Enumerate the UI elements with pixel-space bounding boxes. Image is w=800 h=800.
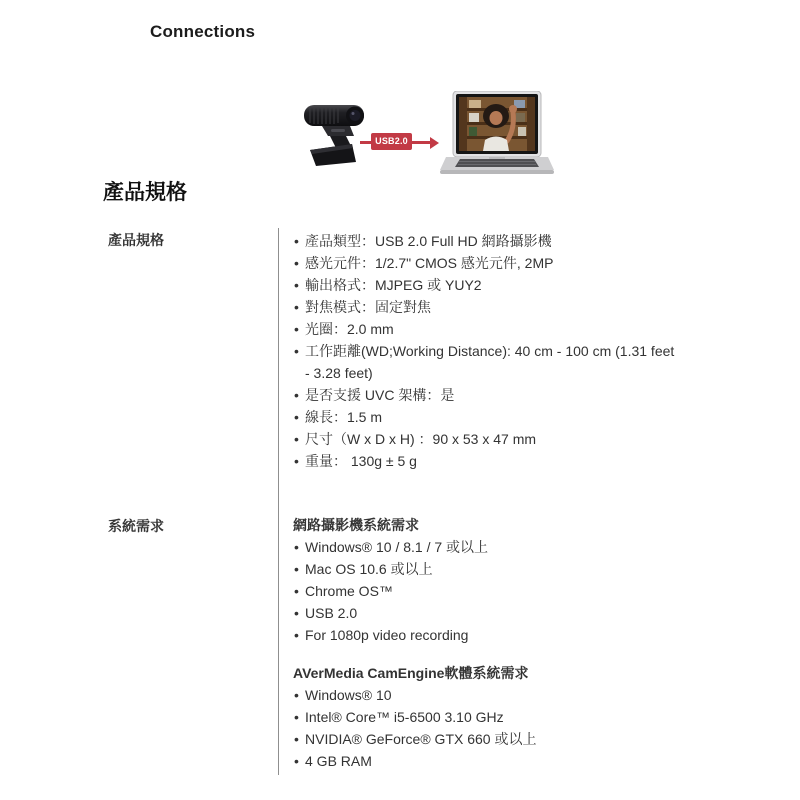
list-item: • 對焦模式：固定對焦 (293, 296, 682, 318)
camengine-requirements-group (293, 662, 682, 772)
list-item: • 4 GB RAM (293, 750, 682, 772)
connection-diagram (0, 0, 800, 200)
list-item: • Windows® 10 / 8.1 / 7 或以上 (293, 536, 682, 558)
spec-table (108, 228, 682, 775)
list-item: • 重量： 130g ± 5 g (293, 450, 682, 472)
product-spec-heading: 產品規格 (103, 181, 187, 204)
spec-row-product (108, 228, 682, 472)
row-label-product-spec: 產品規格 (108, 232, 164, 248)
webcam-requirements-heading: 網路攝影機系統需求 (293, 517, 419, 533)
list-item: • Windows® 10 (293, 684, 682, 706)
spec-row-system-requirements (108, 514, 682, 772)
list-item: • 線長：1.5 m (293, 406, 682, 428)
list-item: • 感光元件：1/2.7" CMOS 感光元件, 2MP (293, 252, 682, 274)
list-item: • USB 2.0 (293, 602, 682, 624)
list-item: • For 1080p video recording (293, 624, 682, 646)
camengine-requirements-heading: AVerMedia CamEngine軟體系統需求 (293, 665, 529, 681)
webcam-requirements-group (293, 514, 682, 646)
webcam-image (298, 100, 370, 170)
connections-heading: Connections (150, 22, 256, 41)
product-spec-list (293, 228, 682, 472)
list-item: • NVIDIA® GeForce® GTX 660 或以上 (293, 728, 682, 750)
list-item: • 輸出格式：MJPEG 或 YUY2 (293, 274, 682, 296)
laptop-image (440, 91, 554, 177)
list-item: • Mac OS 10.6 或以上 (293, 558, 682, 580)
list-item: • 尺寸（W x D x H) ：90 x 53 x 47 mm (293, 428, 682, 450)
row-label-system-requirements: 系統需求 (108, 518, 164, 534)
usb-label-badge: USB2.0 (371, 133, 412, 150)
list-item: • Intel® Core™ i5-6500 3.10 GHz (293, 706, 682, 728)
list-item: • 是否支援 UVC 架構：是 (293, 384, 682, 406)
list-item: • Chrome OS™ (293, 580, 682, 602)
list-item: • 光圈：2.0 mm (293, 318, 682, 340)
list-item: • 產品類型：USB 2.0 Full HD 網路攝影機 (293, 230, 682, 252)
arrow-right-icon (430, 137, 439, 149)
webcam-requirements-list (293, 536, 682, 646)
camengine-requirements-list (293, 684, 682, 772)
list-item: • 工作距離(WD;Working Distance): 40 cm - 100 cm (1.31 feet - 3.28 feet) (293, 340, 682, 384)
